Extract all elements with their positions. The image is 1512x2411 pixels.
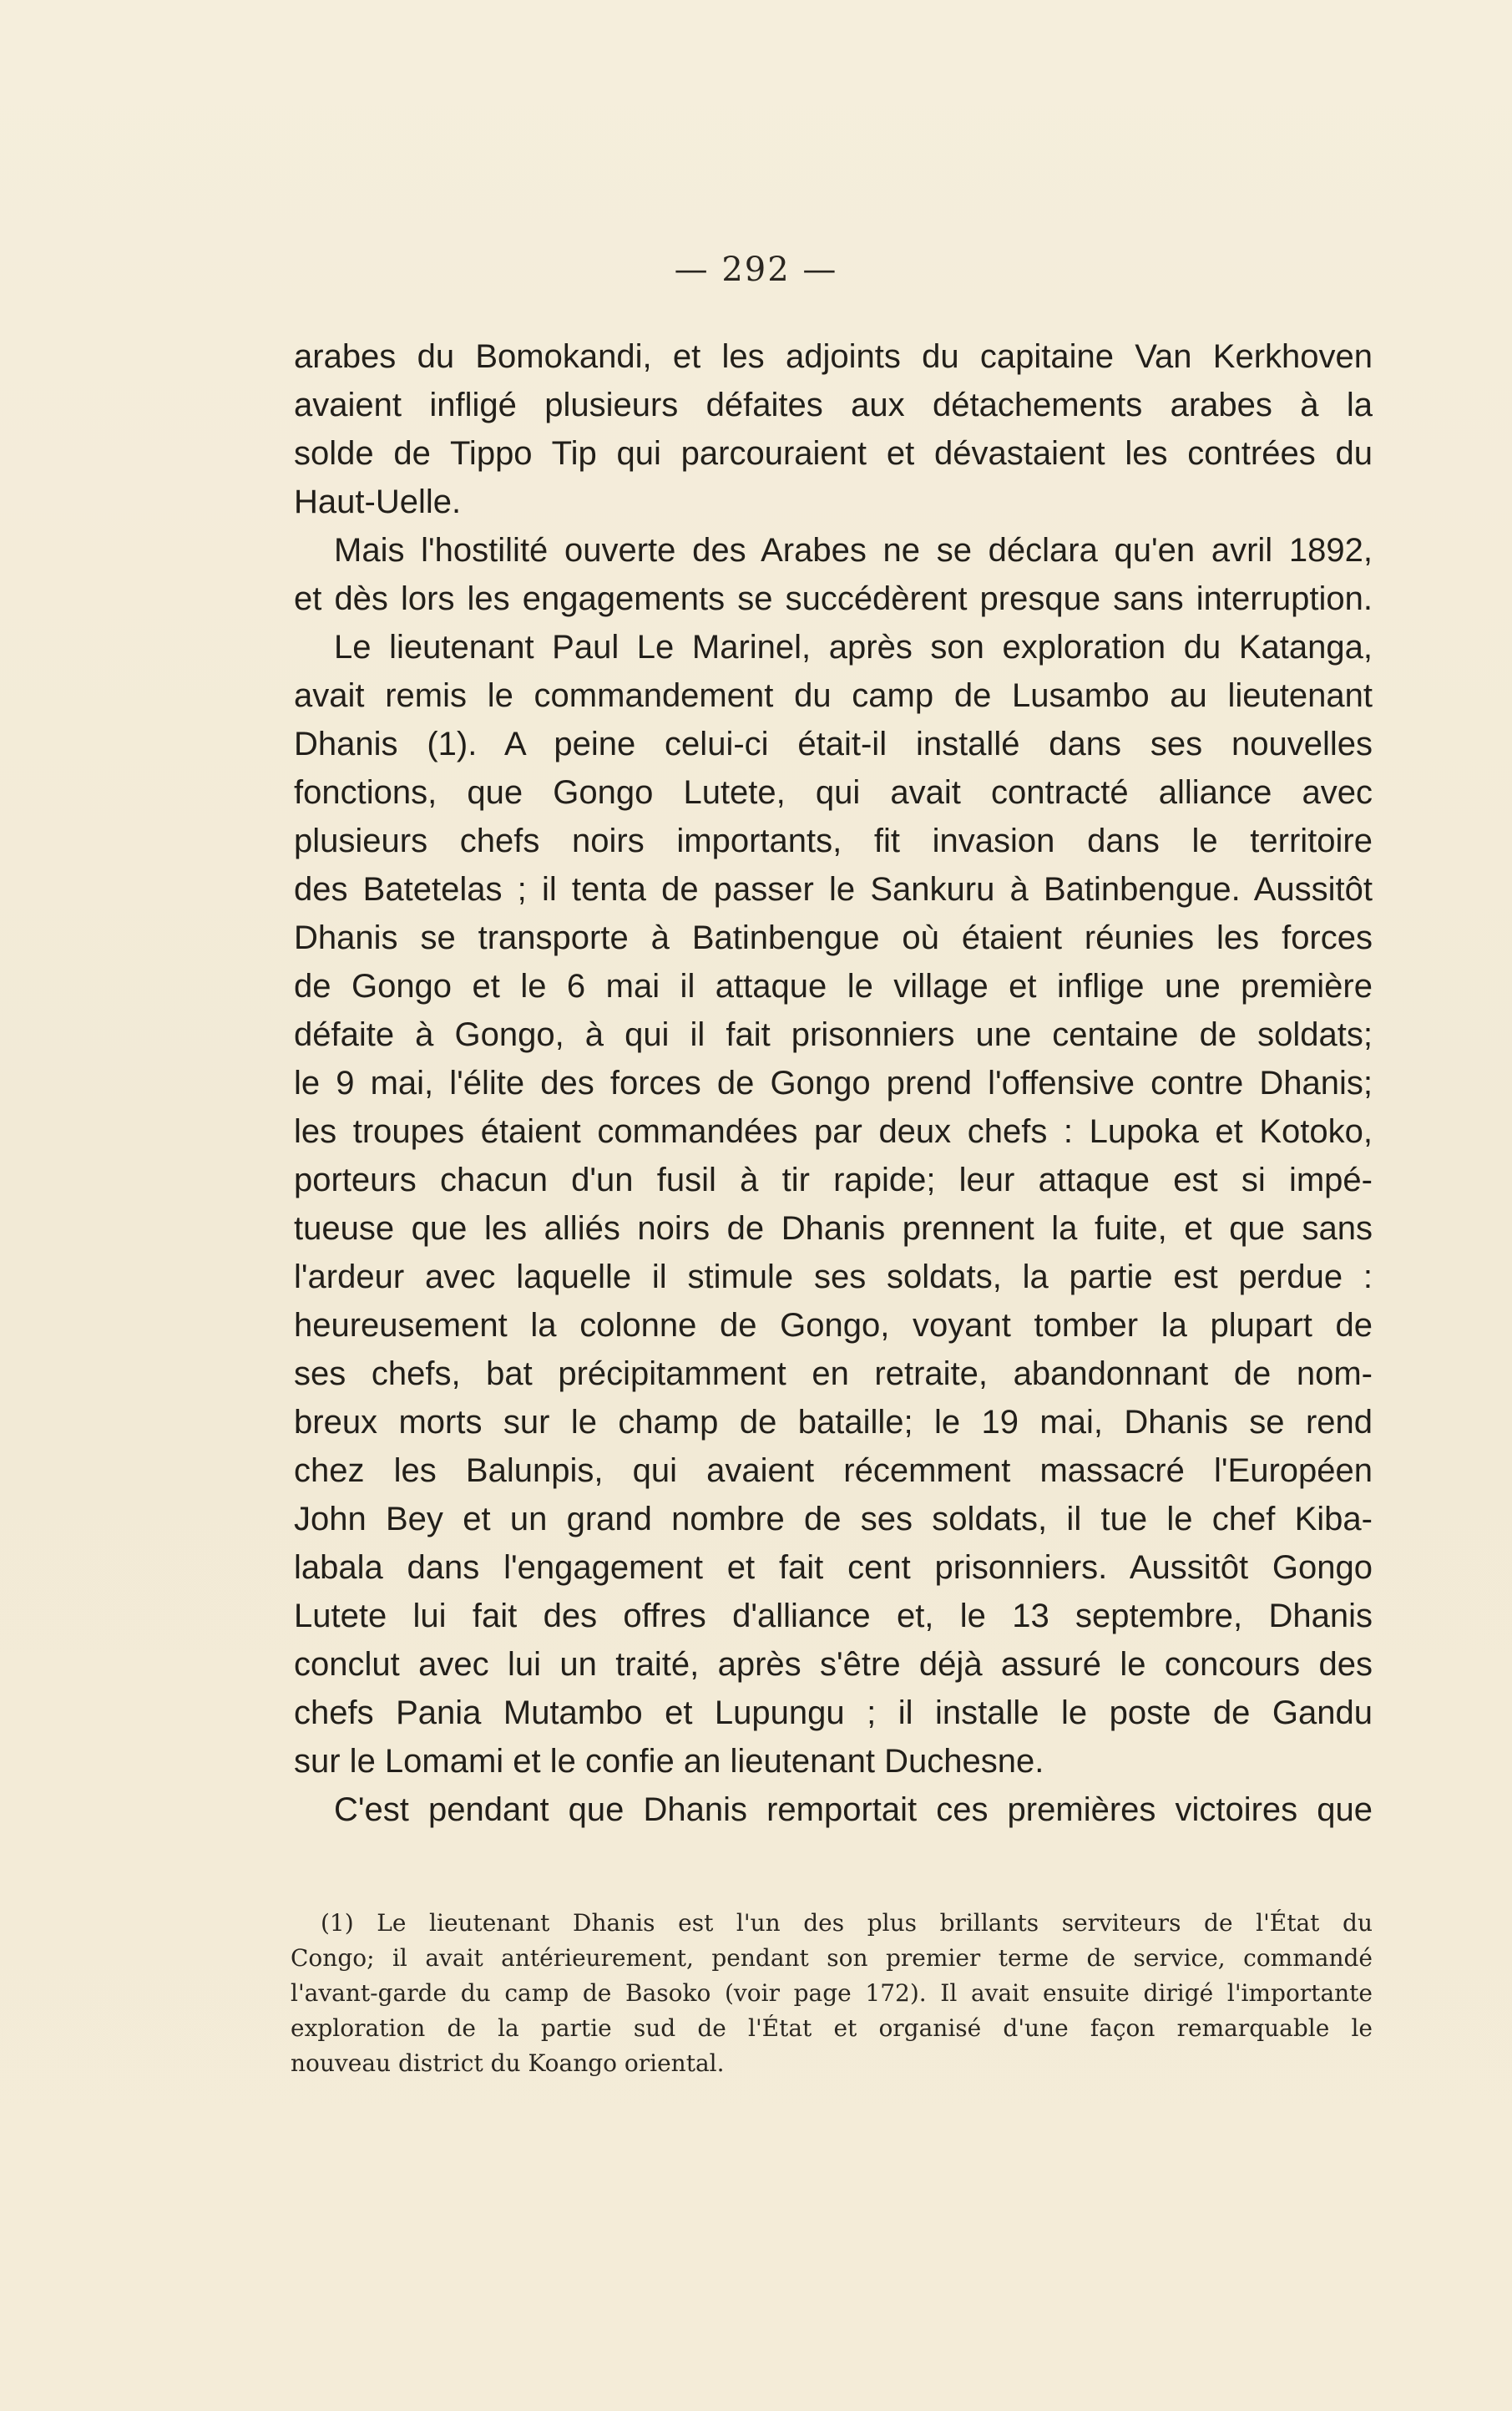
text-line: Lutete lui fait des offres d'alliance et, le 13 septembre, Dhanis bbox=[294, 1598, 1373, 1634]
text-line: chez les Balunpis, qui avaient récemment massacré l'Européen bbox=[294, 1452, 1373, 1489]
text-line: les troupes étaient commandées par deux chefs : Lupoka et Kotoko, bbox=[294, 1113, 1373, 1150]
text-line: John Bey et un grand nombre de ses soldats, il tue le chef Kiba- bbox=[294, 1501, 1373, 1537]
text-line: Le lieutenant Paul Le Marinel, après son exploration du Katanga, bbox=[334, 629, 1373, 666]
text-line: fonctions, que Gongo Lutete, qui avait contracté alliance avec bbox=[294, 774, 1373, 811]
footnote bbox=[291, 1906, 1373, 2081]
text-line: et dès lors les engagements se succédèrent presque sans interruption. bbox=[294, 580, 1373, 617]
text-line: le 9 mai, l'élite des forces de Gongo prend l'offensive contre Dhanis; bbox=[294, 1065, 1373, 1102]
text-line: avaient infligé plusieurs défaites aux détachements arabes à la bbox=[294, 387, 1373, 423]
text-line: Haut-Uelle. bbox=[294, 484, 462, 520]
footnote-line: Congo; il avait antérieurement, pendant son premier terme de service, commandé bbox=[291, 1944, 1373, 1972]
text-line: heureusement la colonne de Gongo, voyant tomber la plupart de bbox=[294, 1307, 1373, 1344]
text-line: C'est pendant que Dhanis remportait ces premières victoires que bbox=[334, 1791, 1373, 1828]
text-line: labala dans l'engagement et fait cent prisonniers. Aussitôt Gongo bbox=[294, 1549, 1373, 1586]
text-line: avait remis le commandement du camp de Lusambo au lieutenant bbox=[294, 677, 1373, 714]
footnote-line: nouveau district du Koango oriental. bbox=[291, 2049, 725, 2077]
page-number: — 292 — bbox=[674, 251, 838, 289]
text-line: tueuse que les alliés noirs de Dhanis prennent la fuite, et que sans bbox=[294, 1210, 1373, 1247]
text-line: Dhanis se transporte à Batinbengue où étaient réunies les forces bbox=[294, 919, 1373, 956]
text-line: plusieurs chefs noirs importants, fit invasion dans le territoire bbox=[294, 823, 1373, 859]
text-line: porteurs chacun d'un fusil à tir rapide; leur attaque est si impé- bbox=[294, 1162, 1373, 1198]
text-line: solde de Tippo Tip qui parcouraient et dévastaient les contrées du bbox=[294, 435, 1373, 472]
text-line: breux morts sur le champ de bataille; le 19 mai, Dhanis se rend bbox=[294, 1404, 1373, 1441]
text-line: Mais l'hostilité ouverte des Arabes ne se déclara qu'en avril 1892, bbox=[334, 532, 1373, 569]
text-line: défaite à Gongo, à qui il fait prisonniers une centaine de soldats; bbox=[294, 1016, 1373, 1053]
text-line: conclut avec lui un traité, après s'être déjà assuré le concours des bbox=[294, 1646, 1373, 1683]
footnote-line: l'avant-garde du camp de Basoko (voir page 172). Il avait ensuite dirigé l'importante bbox=[291, 1979, 1373, 2007]
text-line: l'ardeur avec laquelle il stimule ses soldats, la partie est perdue : bbox=[294, 1259, 1373, 1295]
text-line: arabes du Bomokandi, et les adjoints du capitaine Van Kerkhoven bbox=[294, 338, 1373, 375]
text-line: ses chefs, bat précipitamment en retraite, abandonnant de nom- bbox=[294, 1355, 1373, 1392]
text-line: des Batetelas ; il tenta de passer le Sankuru à Batinbengue. Aussitôt bbox=[294, 871, 1373, 908]
text-line: chefs Pania Mutambo et Lupungu ; il installe le poste de Gandu bbox=[294, 1694, 1373, 1731]
text-line: sur le Lomami et le confie an lieutenant Duchesne. bbox=[294, 1743, 1044, 1780]
text-line: de Gongo et le 6 mai il attaque le village et inflige une première bbox=[294, 968, 1373, 1005]
text-line: Dhanis (1). A peine celui-ci était-il installé dans ses nouvelles bbox=[294, 726, 1373, 762]
footnote-line: exploration de la partie sud de l'État et organisé d'une façon remarquable le bbox=[291, 2014, 1373, 2042]
footnote-line: (1) Le lieutenant Dhanis est l'un des plus brillants serviteurs de l'État du bbox=[321, 1909, 1373, 1937]
body-text bbox=[294, 332, 1373, 1834]
